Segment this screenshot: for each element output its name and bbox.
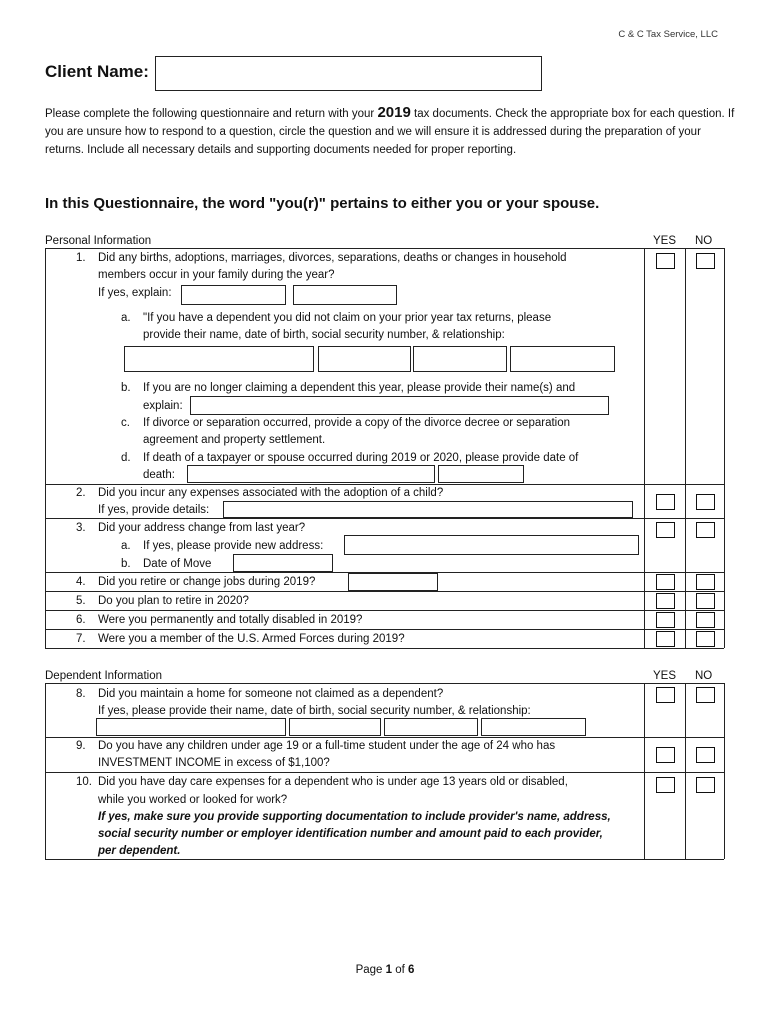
- q7-yes-checkbox[interactable]: [656, 631, 675, 647]
- table-line: [724, 248, 725, 648]
- q3-yes-checkbox[interactable]: [656, 522, 675, 538]
- q6-yes-checkbox[interactable]: [656, 612, 675, 628]
- question-number: 5.: [76, 595, 86, 607]
- sub-letter: a.: [121, 312, 131, 324]
- question-3-text: Did your address change from last year?: [98, 522, 306, 534]
- job-change-field[interactable]: [348, 573, 438, 591]
- table-line: [45, 248, 724, 249]
- question-1a-text: "If you have a dependent you did not claim on your prior year tax returns, please: [143, 312, 552, 324]
- question-3a-text: If yes, please provide new address:: [143, 540, 324, 552]
- sub-letter: d.: [121, 452, 131, 464]
- table-line: [45, 737, 724, 738]
- table-line: [45, 248, 46, 648]
- question-number: 3.: [76, 522, 86, 534]
- q9-no-checkbox[interactable]: [696, 747, 715, 763]
- question-number: 6.: [76, 614, 86, 626]
- q10-no-checkbox[interactable]: [696, 777, 715, 793]
- no-column-header: NO: [695, 235, 713, 247]
- yes-column-header: YES: [653, 670, 677, 682]
- question-2-text-cont: If yes, provide details:: [98, 504, 210, 516]
- client-name-field[interactable]: [155, 56, 542, 91]
- non-dependent-ssn-field[interactable]: [384, 718, 478, 736]
- table-line: [644, 248, 645, 648]
- question-number: 4.: [76, 576, 86, 588]
- table-line: [45, 484, 724, 485]
- question-9-text-cont: INVESTMENT INCOME in excess of $1,100?: [98, 757, 330, 769]
- table-line: [45, 648, 724, 649]
- q7-no-checkbox[interactable]: [696, 631, 715, 647]
- question-1-text-cont: members occur in your family during the year?: [98, 269, 335, 281]
- new-address-field[interactable]: [344, 535, 639, 555]
- death-date-field-2[interactable]: [438, 465, 524, 483]
- q5-yes-checkbox[interactable]: [656, 593, 675, 609]
- question-9-text: Do you have any children under age 19 or a full-time student under the age of 24 who has: [98, 740, 556, 752]
- page-number: Page 1 of 6: [355, 964, 415, 976]
- dependent-name-field[interactable]: [124, 346, 314, 372]
- q1-yes-checkbox[interactable]: [656, 253, 675, 269]
- table-line: [724, 683, 725, 859]
- question-number: 8.: [76, 688, 86, 700]
- question-1c-text: If divorce or separation occurred, provide a copy of the divorce decree or separation: [143, 417, 571, 429]
- question-3b-text: Date of Move: [143, 558, 212, 570]
- date-of-move-field[interactable]: [233, 554, 333, 572]
- intro-paragraph: Please complete the following questionnaire and return with your 2019 tax documents. Check the appropriate box for each question. If you are unsure how to respond to a question, circle the question and we will ensure it is addressed during the preparation of your returns. Include all necessary details and supporting documents needed for proper reporting.: [45, 104, 735, 156]
- q2-yes-checkbox[interactable]: [656, 494, 675, 510]
- table-line: [45, 629, 724, 630]
- non-dependent-dob-field[interactable]: [289, 718, 381, 736]
- client-name-label: Client Name:: [45, 62, 149, 81]
- explain-field-1[interactable]: [181, 285, 286, 305]
- no-column-header: NO: [695, 670, 713, 682]
- question-1b-text-cont: explain:: [143, 400, 183, 412]
- question-1b-text: If you are no longer claiming a dependent this year, please provide their name(s) and: [143, 382, 576, 394]
- q5-no-checkbox[interactable]: [696, 593, 715, 609]
- q6-no-checkbox[interactable]: [696, 612, 715, 628]
- table-line: [685, 683, 686, 859]
- q4-yes-checkbox[interactable]: [656, 574, 675, 590]
- question-8-text-cont: If yes, please provide their name, date of birth, social security number, & relationship:: [98, 705, 531, 717]
- question-1d-text-cont: death:: [143, 469, 175, 481]
- non-dependent-name-field[interactable]: [96, 718, 286, 736]
- question-10-text: Did you have day care expenses for a dependent who is under age 13 years old or disabled,: [98, 776, 568, 788]
- dependent-dob-field[interactable]: [318, 346, 411, 372]
- question-number: 2.: [76, 487, 86, 499]
- question-2-text: Did you incur any expenses associated with the adoption of a child?: [98, 487, 444, 499]
- table-line: [45, 859, 724, 860]
- no-longer-claiming-field[interactable]: [190, 396, 609, 415]
- question-1c-text-cont: agreement and property settlement.: [143, 434, 326, 446]
- question-4-text: Did you retire or change jobs during 2019?: [98, 576, 316, 588]
- q4-no-checkbox[interactable]: [696, 574, 715, 590]
- question-10-note: If yes, make sure you provide supporting documentation to include provider's name, address,: [98, 811, 611, 823]
- question-number: 10.: [76, 776, 92, 788]
- non-dependent-relationship-field[interactable]: [481, 718, 586, 736]
- table-line: [45, 772, 724, 773]
- explain-label: If yes, explain:: [98, 287, 172, 299]
- tax-year: 2019: [377, 104, 411, 121]
- personal-section-title: Personal Information: [45, 235, 152, 247]
- question-8-text: Did you maintain a home for someone not claimed as a dependent?: [98, 688, 444, 700]
- question-1d-text: If death of a taxpayer or spouse occurred during 2019 or 2020, please provide date of: [143, 452, 579, 464]
- question-10-note-end: per dependent.: [98, 845, 181, 857]
- q1-no-checkbox[interactable]: [696, 253, 715, 269]
- questionnaire-heading: In this Questionnaire, the word "you(r)" pertains to either you or your spouse.: [45, 195, 600, 212]
- company-name: C & C Tax Service, LLC: [618, 29, 718, 40]
- q3-no-checkbox[interactable]: [696, 522, 715, 538]
- question-10-note-cont: social security number or employer identification number and amount paid to each provider,: [98, 828, 603, 840]
- sub-letter: b.: [121, 382, 131, 394]
- q8-yes-checkbox[interactable]: [656, 687, 675, 703]
- q9-yes-checkbox[interactable]: [656, 747, 675, 763]
- question-1a-text-cont: provide their name, date of birth, social security number, & relationship:: [143, 329, 505, 341]
- question-5-text: Do you plan to retire in 2020?: [98, 595, 249, 607]
- table-line: [45, 518, 724, 519]
- dependent-ssn-field[interactable]: [413, 346, 507, 372]
- question-number: 7.: [76, 633, 86, 645]
- q8-no-checkbox[interactable]: [696, 687, 715, 703]
- question-number: 9.: [76, 740, 86, 752]
- q10-yes-checkbox[interactable]: [656, 777, 675, 793]
- question-6-text: Were you permanently and totally disabled in 2019?: [98, 614, 363, 626]
- yes-column-header: YES: [653, 235, 677, 247]
- sub-letter: c.: [121, 417, 130, 429]
- table-line: [685, 248, 686, 648]
- adoption-details-field[interactable]: [223, 501, 633, 518]
- explain-field-2[interactable]: [293, 285, 397, 305]
- table-line: [45, 591, 724, 592]
- table-line: [45, 610, 724, 611]
- dependent-relationship-field[interactable]: [510, 346, 615, 372]
- question-10-text-cont: while you worked or looked for work?: [98, 794, 288, 806]
- question-number: 1.: [76, 252, 86, 264]
- table-line: [45, 683, 46, 859]
- q2-no-checkbox[interactable]: [696, 494, 715, 510]
- sub-letter: b.: [121, 558, 131, 570]
- table-line: [45, 683, 724, 684]
- question-7-text: Were you a member of the U.S. Armed Forces during 2019?: [98, 633, 405, 645]
- question-1-text: Did any births, adoptions, marriages, divorces, separations, deaths or changes in household: [98, 252, 567, 264]
- death-date-field-1[interactable]: [187, 465, 435, 483]
- table-line: [644, 683, 645, 859]
- dependent-section-title: Dependent Information: [45, 670, 162, 682]
- sub-letter: a.: [121, 540, 131, 552]
